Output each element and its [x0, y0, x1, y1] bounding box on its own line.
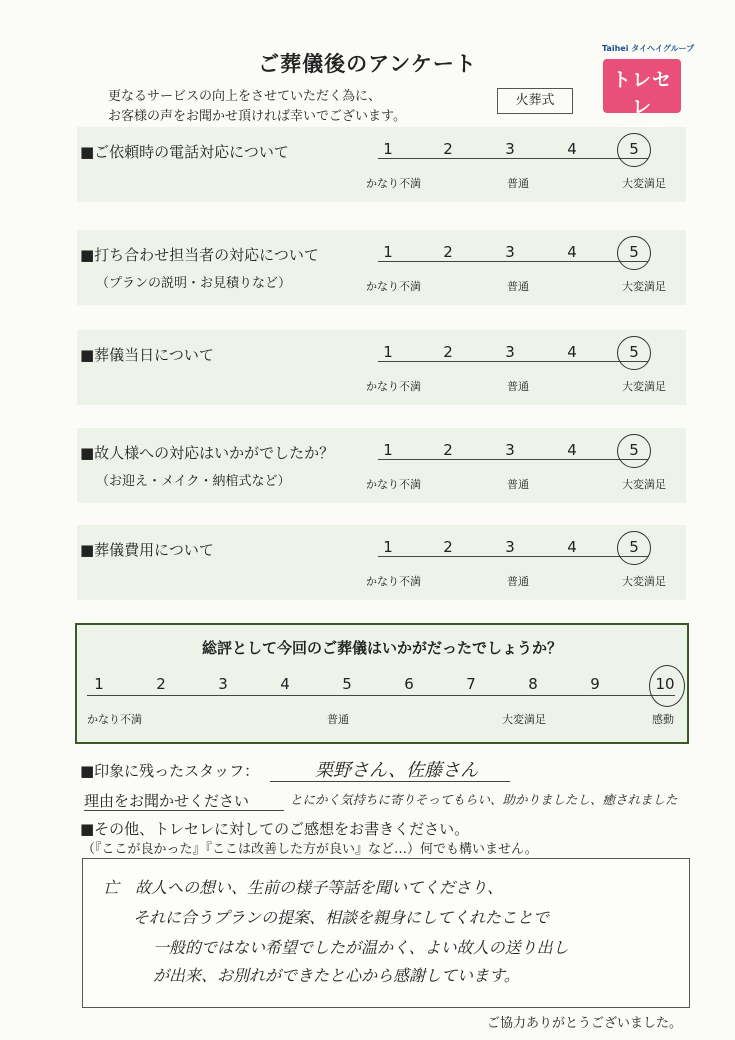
- question-label: ■故人様への対応はいかがでしたか？: [80, 444, 335, 462]
- rating-scale-line: [378, 459, 648, 460]
- reason-underline: [84, 810, 284, 811]
- rating-option-3[interactable]: 3: [505, 243, 515, 261]
- scale-label-mid: 普通: [507, 177, 529, 190]
- group-logo-text: Taihei タイヘイグループ: [602, 44, 695, 53]
- rating-option-2[interactable]: 2: [443, 243, 453, 261]
- comment-line: 一般的ではない希望でしたが温かく、よい故人の送り出し: [153, 938, 569, 957]
- rating-option-2[interactable]: 2: [443, 343, 453, 361]
- rating-option-3[interactable]: 3: [505, 441, 515, 459]
- overall-option-8[interactable]: 8: [528, 675, 538, 693]
- thanks-text: ご協力ありがとうございました。: [487, 1016, 683, 1031]
- reason-label: 理由をお聞かせください: [84, 792, 250, 810]
- staff-label: ■印象に残ったスタッフ：: [80, 762, 260, 780]
- survey-title: ご葬儀後のアンケート: [258, 52, 477, 76]
- intro-text: [108, 87, 406, 127]
- overall-option-3[interactable]: 3: [218, 675, 228, 693]
- question-label: ■葬儀当日について: [80, 346, 214, 364]
- overall-option-2[interactable]: 2: [156, 675, 166, 693]
- brand-logo-name: トレセレ: [611, 69, 672, 118]
- staff-answer[interactable]: 栗野さん、佐藤さん: [315, 760, 479, 781]
- overall-option-1[interactable]: 1: [94, 675, 104, 693]
- rating-option-5[interactable]: 5: [629, 140, 639, 158]
- scale-label-mid: 普通: [507, 478, 529, 491]
- scale-label-low: かなり不満: [366, 177, 421, 190]
- rating-option-4[interactable]: 4: [567, 538, 577, 556]
- scale-label-low: かなり不満: [366, 380, 421, 393]
- rating-option-3[interactable]: 3: [505, 538, 515, 556]
- rating-option-5[interactable]: 5: [629, 538, 639, 556]
- selected-rating-circle: [617, 434, 651, 468]
- rating-option-2[interactable]: 2: [443, 140, 453, 158]
- selected-rating-circle: [617, 336, 651, 370]
- question-label: ■打ち合わせ担当者の対応について: [80, 246, 319, 264]
- staff-underline: [270, 781, 510, 782]
- intro-line-2: お客様の声をお聞かせ頂ければ幸いでございます。: [108, 109, 406, 124]
- rating-option-1[interactable]: 1: [383, 441, 393, 459]
- scale-label-mid: 普通: [507, 380, 529, 393]
- brand-logo: [603, 59, 681, 118]
- comment-box[interactable]: [82, 858, 690, 1008]
- rating-option-1[interactable]: 1: [383, 538, 393, 556]
- overall-option-9[interactable]: 9: [590, 675, 600, 693]
- rating-option-5[interactable]: 5: [629, 243, 639, 261]
- other-comments-label: ■その他、トレセレに対してのご感想をお書きください。: [80, 820, 470, 838]
- overall-rating-box: [75, 623, 689, 744]
- rating-option-4[interactable]: 4: [567, 441, 577, 459]
- rating-option-1[interactable]: 1: [383, 140, 393, 158]
- rating-option-2[interactable]: 2: [443, 441, 453, 459]
- overall-option-7[interactable]: 7: [466, 675, 476, 693]
- scale-label-high: 大変満足: [622, 478, 666, 491]
- other-comments-hint: （『ここが良かった』『ここは改善した方が良い』など…）何でも構いません。: [82, 842, 538, 857]
- rating-option-2[interactable]: 2: [443, 538, 453, 556]
- rating-option-4[interactable]: 4: [567, 243, 577, 261]
- scale-label-high: 大変満足: [622, 575, 666, 588]
- overall-label-low: かなり不満: [87, 713, 142, 726]
- question-label: ■ご依頼時の電話対応について: [80, 143, 289, 161]
- selected-rating-circle: [617, 531, 651, 565]
- scale-label-low: かなり不満: [366, 280, 421, 293]
- overall-option-4[interactable]: 4: [280, 675, 290, 693]
- overall-option-10[interactable]: 10: [655, 675, 675, 693]
- overall-question: 総評として今回のご葬儀はいかがだったでしょうか？: [201, 639, 562, 657]
- selected-rating-circle: [617, 236, 651, 270]
- intro-line-1: 更なるサービスの向上をさせていただく為に、: [108, 89, 382, 104]
- scale-label-high: 大変満足: [622, 380, 666, 393]
- overall-selected-circle: [649, 665, 685, 707]
- overall-label-high: 大変満足: [502, 713, 546, 726]
- overall-option-6[interactable]: 6: [404, 675, 414, 693]
- overall-label-top: 感動: [652, 713, 674, 726]
- scale-label-low: かなり不満: [366, 575, 421, 588]
- rating-option-5[interactable]: 5: [629, 441, 639, 459]
- question-sub-label: （プランの説明・お見積りなど）: [96, 276, 292, 291]
- scale-label-high: 大変満足: [622, 280, 666, 293]
- rating-option-4[interactable]: 4: [567, 140, 577, 158]
- rating-scale-line: [378, 361, 648, 362]
- rating-scale-line: [378, 158, 648, 159]
- rating-scale-line: [378, 261, 648, 262]
- rating-option-4[interactable]: 4: [567, 343, 577, 361]
- scale-label-mid: 普通: [507, 280, 529, 293]
- rating-option-3[interactable]: 3: [505, 140, 515, 158]
- overall-label-mid: 普通: [327, 713, 349, 726]
- question-sub-label: （お迎え・メイク・納棺式など）: [96, 474, 291, 489]
- rating-option-1[interactable]: 1: [383, 343, 393, 361]
- scale-label-high: 大変満足: [622, 177, 666, 190]
- comment-line: 亡 故人への想い、生前の様子等話を聞いてくださり、: [103, 878, 504, 897]
- comment-line: それに合うプランの提案、相談を親身にしてくれたことで: [133, 908, 550, 927]
- rating-option-5[interactable]: 5: [629, 343, 639, 361]
- rating-scale-line: [378, 556, 648, 557]
- scale-label-low: かなり不満: [366, 478, 421, 491]
- scale-label-mid: 普通: [507, 575, 529, 588]
- rating-option-3[interactable]: 3: [505, 343, 515, 361]
- rating-option-1[interactable]: 1: [383, 243, 393, 261]
- overall-scale-line: [87, 695, 675, 696]
- selected-rating-circle: [617, 133, 651, 167]
- ceremony-type-box: 火葬式: [497, 88, 573, 114]
- question-label: ■葬儀費用について: [80, 541, 214, 559]
- comment-line: が出来、お別れができたと心から感謝しています。: [153, 966, 520, 985]
- reason-answer[interactable]: とにかく気持ちに寄りそってもらい、助かりましたし、癒されました: [290, 792, 678, 807]
- overall-option-5[interactable]: 5: [342, 675, 352, 693]
